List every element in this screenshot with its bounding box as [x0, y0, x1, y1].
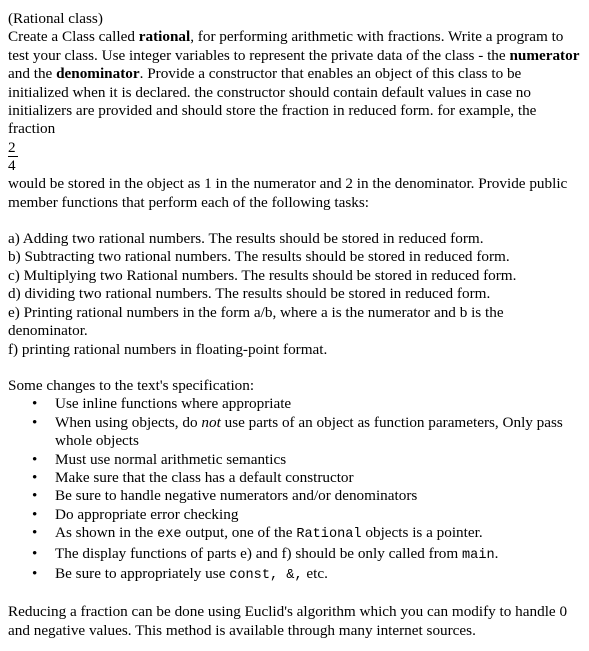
change-text: When using objects, do: [55, 413, 202, 431]
bullet-icon: •: [32, 564, 38, 582]
change-text: Be sure to handle negative numerators and/or denominators: [55, 487, 418, 505]
task-c: c) Multiplying two Rational numbers. The results should be stored in reduced form.: [8, 266, 517, 284]
code-const: const, &,: [229, 567, 303, 583]
fraction-denominator: 4: [8, 156, 16, 174]
class-name-bold: rational: [138, 28, 191, 46]
intro-text-2: , for performing arithmetic with fractions. Write a program to test your class. Use integer variables to represent the private data of the class - the: [8, 28, 564, 64]
code-rational: Rational: [296, 527, 362, 543]
example-fraction: [8, 139, 18, 174]
change-text: output, one of the: [181, 524, 297, 542]
bullet-icon: •: [32, 487, 38, 505]
bullet-icon: •: [32, 468, 38, 486]
task-f: f) printing rational numbers in floating-point format.: [8, 340, 328, 358]
list-item: [8, 506, 582, 524]
heading: (Rational class): [8, 10, 103, 27]
bullet-icon: •: [32, 450, 38, 468]
task-b: b) Subtracting two rational numbers. The results should be stored in reduced form.: [8, 248, 510, 266]
list-item: [8, 451, 582, 469]
list-item: [8, 414, 582, 451]
task-e: e) Printing rational numbers in the form a/b, where a is the numerator and b is the denominator.: [8, 303, 504, 340]
list-item: [8, 565, 582, 585]
list-item: [8, 545, 582, 565]
change-text: Make sure that the class has a default constructor: [55, 468, 354, 486]
list-item: [8, 469, 582, 487]
bullet-icon: •: [32, 395, 38, 413]
intro-paragraph: [8, 28, 582, 138]
change-text: objects is a pointer.: [361, 524, 483, 542]
task-a: a) Adding two rational numbers. The results should be stored in reduced form.: [8, 230, 484, 248]
list-item: [8, 487, 582, 505]
changes-list: [8, 395, 582, 585]
change-text: Use inline functions where appropriate: [55, 395, 292, 413]
code-exe: exe: [157, 527, 182, 543]
change-text: As shown in the: [55, 524, 158, 542]
change-text: use parts of an object as function parameters, Only pass whole objects: [55, 413, 563, 450]
fraction-numerator: 2: [8, 139, 18, 157]
closing-paragraph: Reducing a fraction can be done using Euclid's algorithm which you can modify to handle 0 and negative values. This method is available through many internet sources.: [8, 603, 568, 639]
list-item: [8, 395, 582, 413]
task-d: d) dividing two rational numbers. The results should be stored in reduced form.: [8, 285, 491, 303]
change-text: etc.: [302, 564, 328, 582]
change-text: .: [494, 544, 499, 562]
numerator-bold: numerator: [509, 46, 580, 64]
denominator-bold: denominator: [56, 65, 140, 83]
bullet-icon: •: [32, 544, 38, 562]
emphasis-not: not: [201, 413, 221, 431]
intro-text-4: . Provide a constructor that enables an object of this class to be initialized when it is declared. the constructor should contain default values in case no initializers are provided and should store the fraction in reduced form. for example, the fraction: [8, 65, 537, 138]
after-fraction-text: would be stored in the object as 1 in the numerator and 2 in the denominator. Provide public member functions that perform each of the following tasks:: [8, 175, 568, 211]
document: [8, 10, 582, 640]
change-text: Do appropriate error checking: [55, 505, 239, 523]
bullet-icon: •: [32, 524, 38, 542]
bullet-icon: •: [32, 505, 38, 523]
changes-heading: Some changes to the text's specification:: [8, 376, 255, 394]
list-item: [8, 524, 582, 544]
intro-text-1: Create a Class called: [8, 28, 139, 46]
change-text: Be sure to appropriately use: [55, 564, 230, 582]
intro-text-3: and the: [8, 65, 57, 83]
change-text: Must use normal arithmetic semantics: [55, 450, 287, 468]
code-main: main: [462, 547, 495, 563]
change-text: The display functions of parts e) and f) should be only called from: [55, 544, 462, 562]
bullet-icon: •: [32, 413, 38, 431]
